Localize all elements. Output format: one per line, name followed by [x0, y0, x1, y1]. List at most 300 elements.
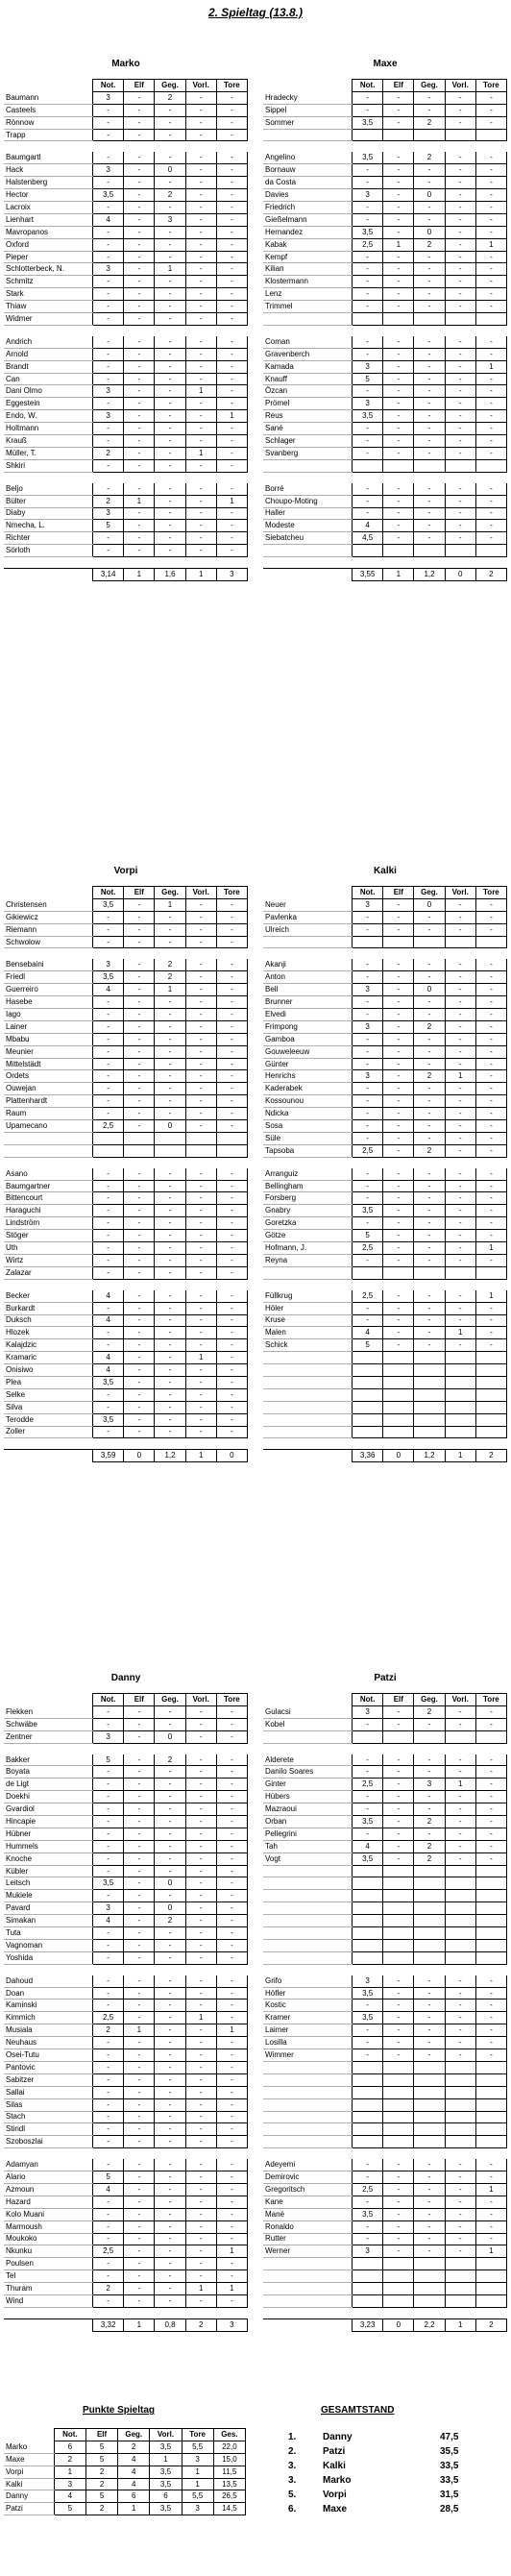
stat-cell: 3,5: [353, 226, 383, 238]
stand-rank: 5.: [288, 2490, 297, 2500]
stat-cell: -: [414, 1132, 445, 1144]
player-name: [4, 1144, 93, 1157]
player-row: [4, 447, 248, 459]
stat-cell: -: [216, 1083, 247, 1095]
total-gap: [263, 2307, 507, 2318]
player-name: Boyata: [4, 1766, 93, 1779]
total-cell: 1,2: [155, 1450, 185, 1462]
stat-cell: -: [475, 996, 506, 1009]
stand-rank: 3.: [288, 2461, 297, 2471]
stat-cell: -: [155, 336, 185, 348]
stat-cell: -: [475, 1975, 506, 1987]
stat-cell: -: [93, 1939, 124, 1951]
player-name: Akanji: [263, 959, 353, 970]
player-row: [263, 898, 507, 911]
stat-cell: -: [93, 1865, 124, 1877]
stat-cell: -: [383, 2220, 414, 2233]
stat-cell: 1: [150, 2453, 182, 2466]
stat-cell: [475, 2086, 506, 2098]
stat-cell: -: [216, 2012, 247, 2024]
stat-cell: -: [124, 1290, 155, 1302]
stat-cell: -: [185, 1852, 216, 1865]
stat-cell: -: [445, 1718, 475, 1730]
stat-cell: -: [414, 276, 445, 288]
stat-cell: -: [475, 348, 506, 360]
stat-cell: -: [216, 1840, 247, 1852]
stat-cell: -: [353, 483, 383, 495]
stat-cell: -: [414, 1791, 445, 1803]
header-blank: [263, 887, 353, 899]
stat-cell: -: [353, 1132, 383, 1144]
stat-cell: -: [185, 1192, 216, 1205]
stat-cell: -: [216, 129, 247, 141]
stat-cell: [414, 1401, 445, 1413]
stat-cell: -: [93, 1083, 124, 1095]
player-row: [263, 1364, 507, 1377]
stat-cell: -: [445, 984, 475, 996]
stat-cell: -: [185, 2270, 216, 2283]
stat-cell: [475, 1902, 506, 1915]
stat-cell: -: [93, 1975, 124, 1987]
player-row: [263, 1095, 507, 1108]
stat-cell: -: [383, 2024, 414, 2037]
stat-cell: -: [353, 2159, 383, 2171]
player-name: Nkunku: [4, 2245, 93, 2258]
stat-cell: -: [124, 251, 155, 263]
player-row: [263, 276, 507, 288]
stat-cell: -: [414, 495, 445, 507]
stat-cell: -: [155, 1327, 185, 1339]
stat-cell: -: [124, 213, 155, 226]
stat-cell: 5: [85, 2441, 117, 2453]
player-name: Alario: [4, 2171, 93, 2184]
player-name: Goretzka: [263, 1217, 353, 1230]
stat-cell: -: [93, 423, 124, 435]
stat-cell: -: [185, 545, 216, 557]
stat-cell: -: [124, 152, 155, 163]
stat-cell: [475, 1865, 506, 1877]
stat-cell: -: [185, 1840, 216, 1852]
stat-cell: -: [185, 1877, 216, 1890]
player-row: [263, 1816, 507, 1828]
player-name: Szoboszlai: [4, 2136, 93, 2148]
stat-cell: -: [124, 898, 155, 911]
stat-cell: -: [475, 959, 506, 970]
stat-cell: -: [93, 2123, 124, 2136]
player-name: Kalki: [4, 2478, 54, 2490]
group-gap: [4, 2148, 248, 2160]
stat-cell: -: [124, 1339, 155, 1352]
stat-cell: [445, 1388, 475, 1401]
player-name: Hummels: [4, 1840, 93, 1852]
stat-cell: [383, 2258, 414, 2270]
stat-cell: -: [93, 1339, 124, 1352]
player-row: [263, 2111, 507, 2123]
stat-cell: [353, 1730, 383, 1743]
player-row: [4, 129, 248, 141]
player-name: Borré: [263, 483, 353, 495]
player-row: [4, 2049, 248, 2062]
stat-cell: [383, 1426, 414, 1438]
player-name: Hector: [4, 189, 93, 202]
player-row: [4, 1230, 248, 1242]
stat-cell: -: [185, 1254, 216, 1266]
column-header: Elf: [383, 80, 414, 92]
stat-cell: 1: [475, 2245, 506, 2258]
stat-cell: [445, 1730, 475, 1743]
player-row: [263, 1791, 507, 1803]
player-row: [4, 996, 248, 1009]
stat-cell: -: [475, 1314, 506, 1327]
player-row: [263, 2136, 507, 2148]
stat-cell: -: [414, 996, 445, 1009]
stat-cell: [383, 313, 414, 326]
player-row: [263, 1339, 507, 1352]
column-header: Vorl.: [445, 80, 475, 92]
player-row: [263, 226, 507, 238]
player-row: [263, 2208, 507, 2220]
stat-cell: -: [185, 911, 216, 923]
player-name: Haller: [263, 507, 353, 520]
player-row: [263, 1865, 507, 1877]
stat-cell: -: [216, 2208, 247, 2220]
stat-cell: [216, 1132, 247, 1144]
punkte-row: [4, 2490, 246, 2503]
stat-cell: -: [185, 1705, 216, 1718]
stat-cell: -: [216, 2233, 247, 2245]
stat-cell: -: [93, 1168, 124, 1180]
stat-cell: -: [414, 423, 445, 435]
total-gap: [4, 2307, 248, 2318]
stand-points: 35,5: [440, 2446, 459, 2457]
stat-cell: [383, 1877, 414, 1890]
stat-cell: -: [475, 288, 506, 301]
stat-cell: -: [93, 288, 124, 301]
stat-cell: -: [383, 251, 414, 263]
stat-cell: -: [155, 1413, 185, 1426]
stat-cell: -: [475, 410, 506, 423]
stat-cell: -: [216, 1205, 247, 1217]
group-gap: [4, 1279, 248, 1290]
stat-cell: -: [445, 1192, 475, 1205]
stat-cell: [383, 1890, 414, 1902]
stat-cell: 3: [93, 507, 124, 520]
stat-cell: -: [155, 2270, 185, 2283]
player-name: Reyna: [263, 1254, 353, 1266]
player-row: [263, 385, 507, 398]
stat-cell: -: [216, 1033, 247, 1045]
player-row: [263, 984, 507, 996]
player-name: Danilo Soares: [263, 1766, 353, 1779]
stat-cell: 5: [85, 2490, 117, 2503]
player-row: [4, 1705, 248, 1718]
stat-cell: -: [155, 238, 185, 251]
player-row: [263, 1180, 507, 1192]
stat-cell: -: [185, 91, 216, 104]
player-name: Sörloth: [4, 545, 93, 557]
player-row: [4, 1816, 248, 1828]
stat-cell: -: [353, 1083, 383, 1095]
stat-cell: -: [216, 1791, 247, 1803]
total-row: [263, 2318, 507, 2331]
stat-cell: -: [124, 2061, 155, 2073]
total-cell: 1,6: [155, 569, 185, 581]
stat-cell: -: [216, 202, 247, 214]
player-name: [263, 1266, 353, 1279]
stat-cell: -: [414, 1242, 445, 1255]
stat-cell: -: [216, 2098, 247, 2111]
player-name: Henrichs: [263, 1070, 353, 1083]
stand-points: 28,5: [440, 2504, 459, 2515]
stat-cell: -: [155, 1865, 185, 1877]
player-name: Gvardiol: [4, 1803, 93, 1816]
player-row: [263, 1376, 507, 1388]
player-name: Plea: [4, 1376, 93, 1388]
stat-cell: [445, 2136, 475, 2148]
stat-cell: -: [475, 1205, 506, 1217]
stat-cell: -: [124, 1999, 155, 2012]
stat-cell: -: [124, 1217, 155, 1230]
player-name: Zoller: [4, 1426, 93, 1438]
player-name: Trapp: [4, 129, 93, 141]
stat-cell: 3: [93, 959, 124, 970]
stat-cell: -: [93, 238, 124, 251]
player-row: [263, 348, 507, 360]
stat-cell: -: [124, 984, 155, 996]
stat-cell: -: [216, 1828, 247, 1840]
player-row: [263, 2171, 507, 2184]
stat-cell: -: [93, 923, 124, 936]
team-table: [263, 1693, 507, 2332]
stat-cell: -: [185, 1242, 216, 1255]
player-name: Zentner: [4, 1730, 93, 1743]
stat-cell: -: [185, 2196, 216, 2208]
stat-cell: [475, 1730, 506, 1743]
stat-cell: [414, 2073, 445, 2086]
stat-cell: [93, 1144, 124, 1157]
player-name: Widmer: [4, 313, 93, 326]
stat-cell: [414, 459, 445, 472]
stat-cell: -: [93, 1791, 124, 1803]
stat-cell: -: [93, 1254, 124, 1266]
stat-cell: 3,5: [93, 189, 124, 202]
stat-cell: -: [414, 1045, 445, 1058]
player-row: [263, 1779, 507, 1791]
stat-cell: -: [185, 1718, 216, 1730]
stat-cell: -: [185, 1791, 216, 1803]
group-gap: [263, 1157, 507, 1168]
player-row: [263, 545, 507, 557]
stat-cell: [383, 1939, 414, 1951]
stat-cell: -: [414, 288, 445, 301]
stat-cell: -: [383, 1302, 414, 1314]
player-row: [4, 423, 248, 435]
stat-cell: -: [445, 398, 475, 410]
team-name: Vorpi: [113, 866, 138, 876]
stat-cell: -: [445, 495, 475, 507]
stat-cell: -: [383, 1327, 414, 1339]
stat-cell: -: [155, 1939, 185, 1951]
player-row: [263, 1975, 507, 1987]
stat-cell: 1: [216, 410, 247, 423]
player-name: Hasebe: [4, 996, 93, 1009]
stat-cell: [445, 2283, 475, 2295]
player-name: Azmoun: [4, 2183, 93, 2196]
stat-cell: 2: [155, 1754, 185, 1766]
player-row: [4, 348, 248, 360]
stat-cell: [445, 2086, 475, 2098]
stat-cell: -: [93, 226, 124, 238]
player-name: Upamecano: [4, 1120, 93, 1133]
player-name: Sommer: [263, 116, 353, 129]
stat-cell: -: [93, 1180, 124, 1192]
stat-cell: -: [124, 398, 155, 410]
column-header: Geg.: [414, 80, 445, 92]
stat-cell: -: [185, 2183, 216, 2196]
stat-cell: -: [445, 301, 475, 313]
stat-cell: -: [155, 348, 185, 360]
player-name: Kostic: [263, 1999, 353, 2012]
stat-cell: -: [124, 1230, 155, 1242]
stat-cell: -: [353, 507, 383, 520]
player-name: de Ligt: [4, 1779, 93, 1791]
stat-cell: [383, 1915, 414, 1927]
player-name: Riemann: [4, 923, 93, 936]
column-header: Tore: [475, 887, 506, 899]
stat-cell: -: [383, 263, 414, 276]
stat-cell: -: [216, 164, 247, 177]
stat-cell: [475, 1388, 506, 1401]
column-header: Geg.: [155, 80, 185, 92]
player-name: Gregoritsch: [263, 2183, 353, 2196]
stat-cell: -: [414, 1108, 445, 1120]
stat-cell: -: [353, 1803, 383, 1816]
stat-cell: -: [185, 1168, 216, 1180]
stat-cell: -: [414, 2159, 445, 2171]
stat-cell: -: [414, 373, 445, 385]
stat-cell: 1: [475, 360, 506, 373]
stand-rank: 3.: [288, 2475, 297, 2486]
stat-cell: -: [475, 898, 506, 911]
stat-cell: -: [414, 336, 445, 348]
stat-cell: -: [445, 996, 475, 1009]
stat-cell: [445, 2270, 475, 2283]
player-name: Nmecha, L.: [4, 520, 93, 532]
stat-cell: -: [414, 2245, 445, 2258]
stat-cell: -: [383, 1045, 414, 1058]
stat-cell: -: [216, 2136, 247, 2148]
player-row: [4, 189, 248, 202]
stat-cell: -: [383, 91, 414, 104]
stat-cell: -: [216, 91, 247, 104]
stat-cell: -: [93, 2098, 124, 2111]
player-name: Raum: [4, 1108, 93, 1120]
stat-cell: -: [414, 1009, 445, 1021]
player-name: Höler: [263, 1302, 353, 1314]
stat-cell: -: [93, 545, 124, 557]
stat-cell: -: [124, 1426, 155, 1438]
stat-cell: [414, 1939, 445, 1951]
player-row: [4, 1852, 248, 1865]
player-name: Trimmel: [263, 301, 353, 313]
player-name: Svanberg: [263, 447, 353, 459]
stat-cell: 6: [150, 2490, 182, 2503]
stat-cell: -: [185, 398, 216, 410]
stat-cell: -: [216, 971, 247, 984]
stat-cell: -: [185, 202, 216, 214]
stat-cell: 4: [118, 2466, 150, 2478]
stat-cell: 2: [93, 2283, 124, 2295]
stat-cell: -: [216, 1009, 247, 1021]
stat-cell: -: [155, 2098, 185, 2111]
player-row: [263, 2024, 507, 2037]
total-label: [4, 2318, 93, 2331]
stat-cell: -: [93, 1999, 124, 2012]
stat-cell: [445, 1865, 475, 1877]
stat-cell: 2: [414, 1020, 445, 1033]
stat-cell: -: [155, 1339, 185, 1352]
player-name: Ordets: [4, 1070, 93, 1083]
player-row: [4, 483, 248, 495]
stat-cell: -: [383, 1230, 414, 1242]
stat-cell: -: [124, 423, 155, 435]
stat-cell: -: [185, 2086, 216, 2098]
stat-cell: -: [155, 447, 185, 459]
stat-cell: -: [155, 1009, 185, 1021]
stat-cell: -: [93, 1852, 124, 1865]
stat-cell: -: [383, 336, 414, 348]
stat-cell: -: [383, 1705, 414, 1718]
stat-cell: -: [93, 301, 124, 313]
stat-cell: [353, 1877, 383, 1890]
player-name: [263, 2098, 353, 2111]
stat-cell: 15,0: [213, 2453, 245, 2466]
player-row: [4, 226, 248, 238]
stat-cell: -: [445, 435, 475, 448]
stat-cell: -: [353, 104, 383, 116]
player-name: Orban: [263, 1816, 353, 1828]
player-row: [263, 1915, 507, 1927]
stat-cell: -: [445, 336, 475, 348]
player-name: [263, 2123, 353, 2136]
player-row: [4, 1352, 248, 1364]
stat-cell: -: [155, 2258, 185, 2270]
stat-cell: -: [216, 2073, 247, 2086]
stat-cell: -: [475, 911, 506, 923]
stat-cell: [414, 1426, 445, 1438]
stat-cell: -: [445, 2159, 475, 2171]
player-row: [4, 1364, 248, 1377]
stat-cell: -: [216, 1730, 247, 1743]
stat-cell: [383, 459, 414, 472]
stat-cell: -: [124, 348, 155, 360]
column-header: Vorl.: [185, 80, 216, 92]
stat-cell: -: [93, 1705, 124, 1718]
stat-cell: -: [185, 1327, 216, 1339]
player-name: Lainer: [4, 1020, 93, 1033]
player-name: Knauff: [263, 373, 353, 385]
stat-cell: -: [155, 459, 185, 472]
player-name: Hazard: [4, 2196, 93, 2208]
player-row: [263, 2220, 507, 2233]
stat-cell: -: [383, 1009, 414, 1021]
stat-cell: [445, 1915, 475, 1927]
player-row: [263, 263, 507, 276]
player-row: [263, 152, 507, 163]
stat-cell: [353, 129, 383, 141]
player-row: [263, 936, 507, 948]
player-row: [4, 1290, 248, 1302]
